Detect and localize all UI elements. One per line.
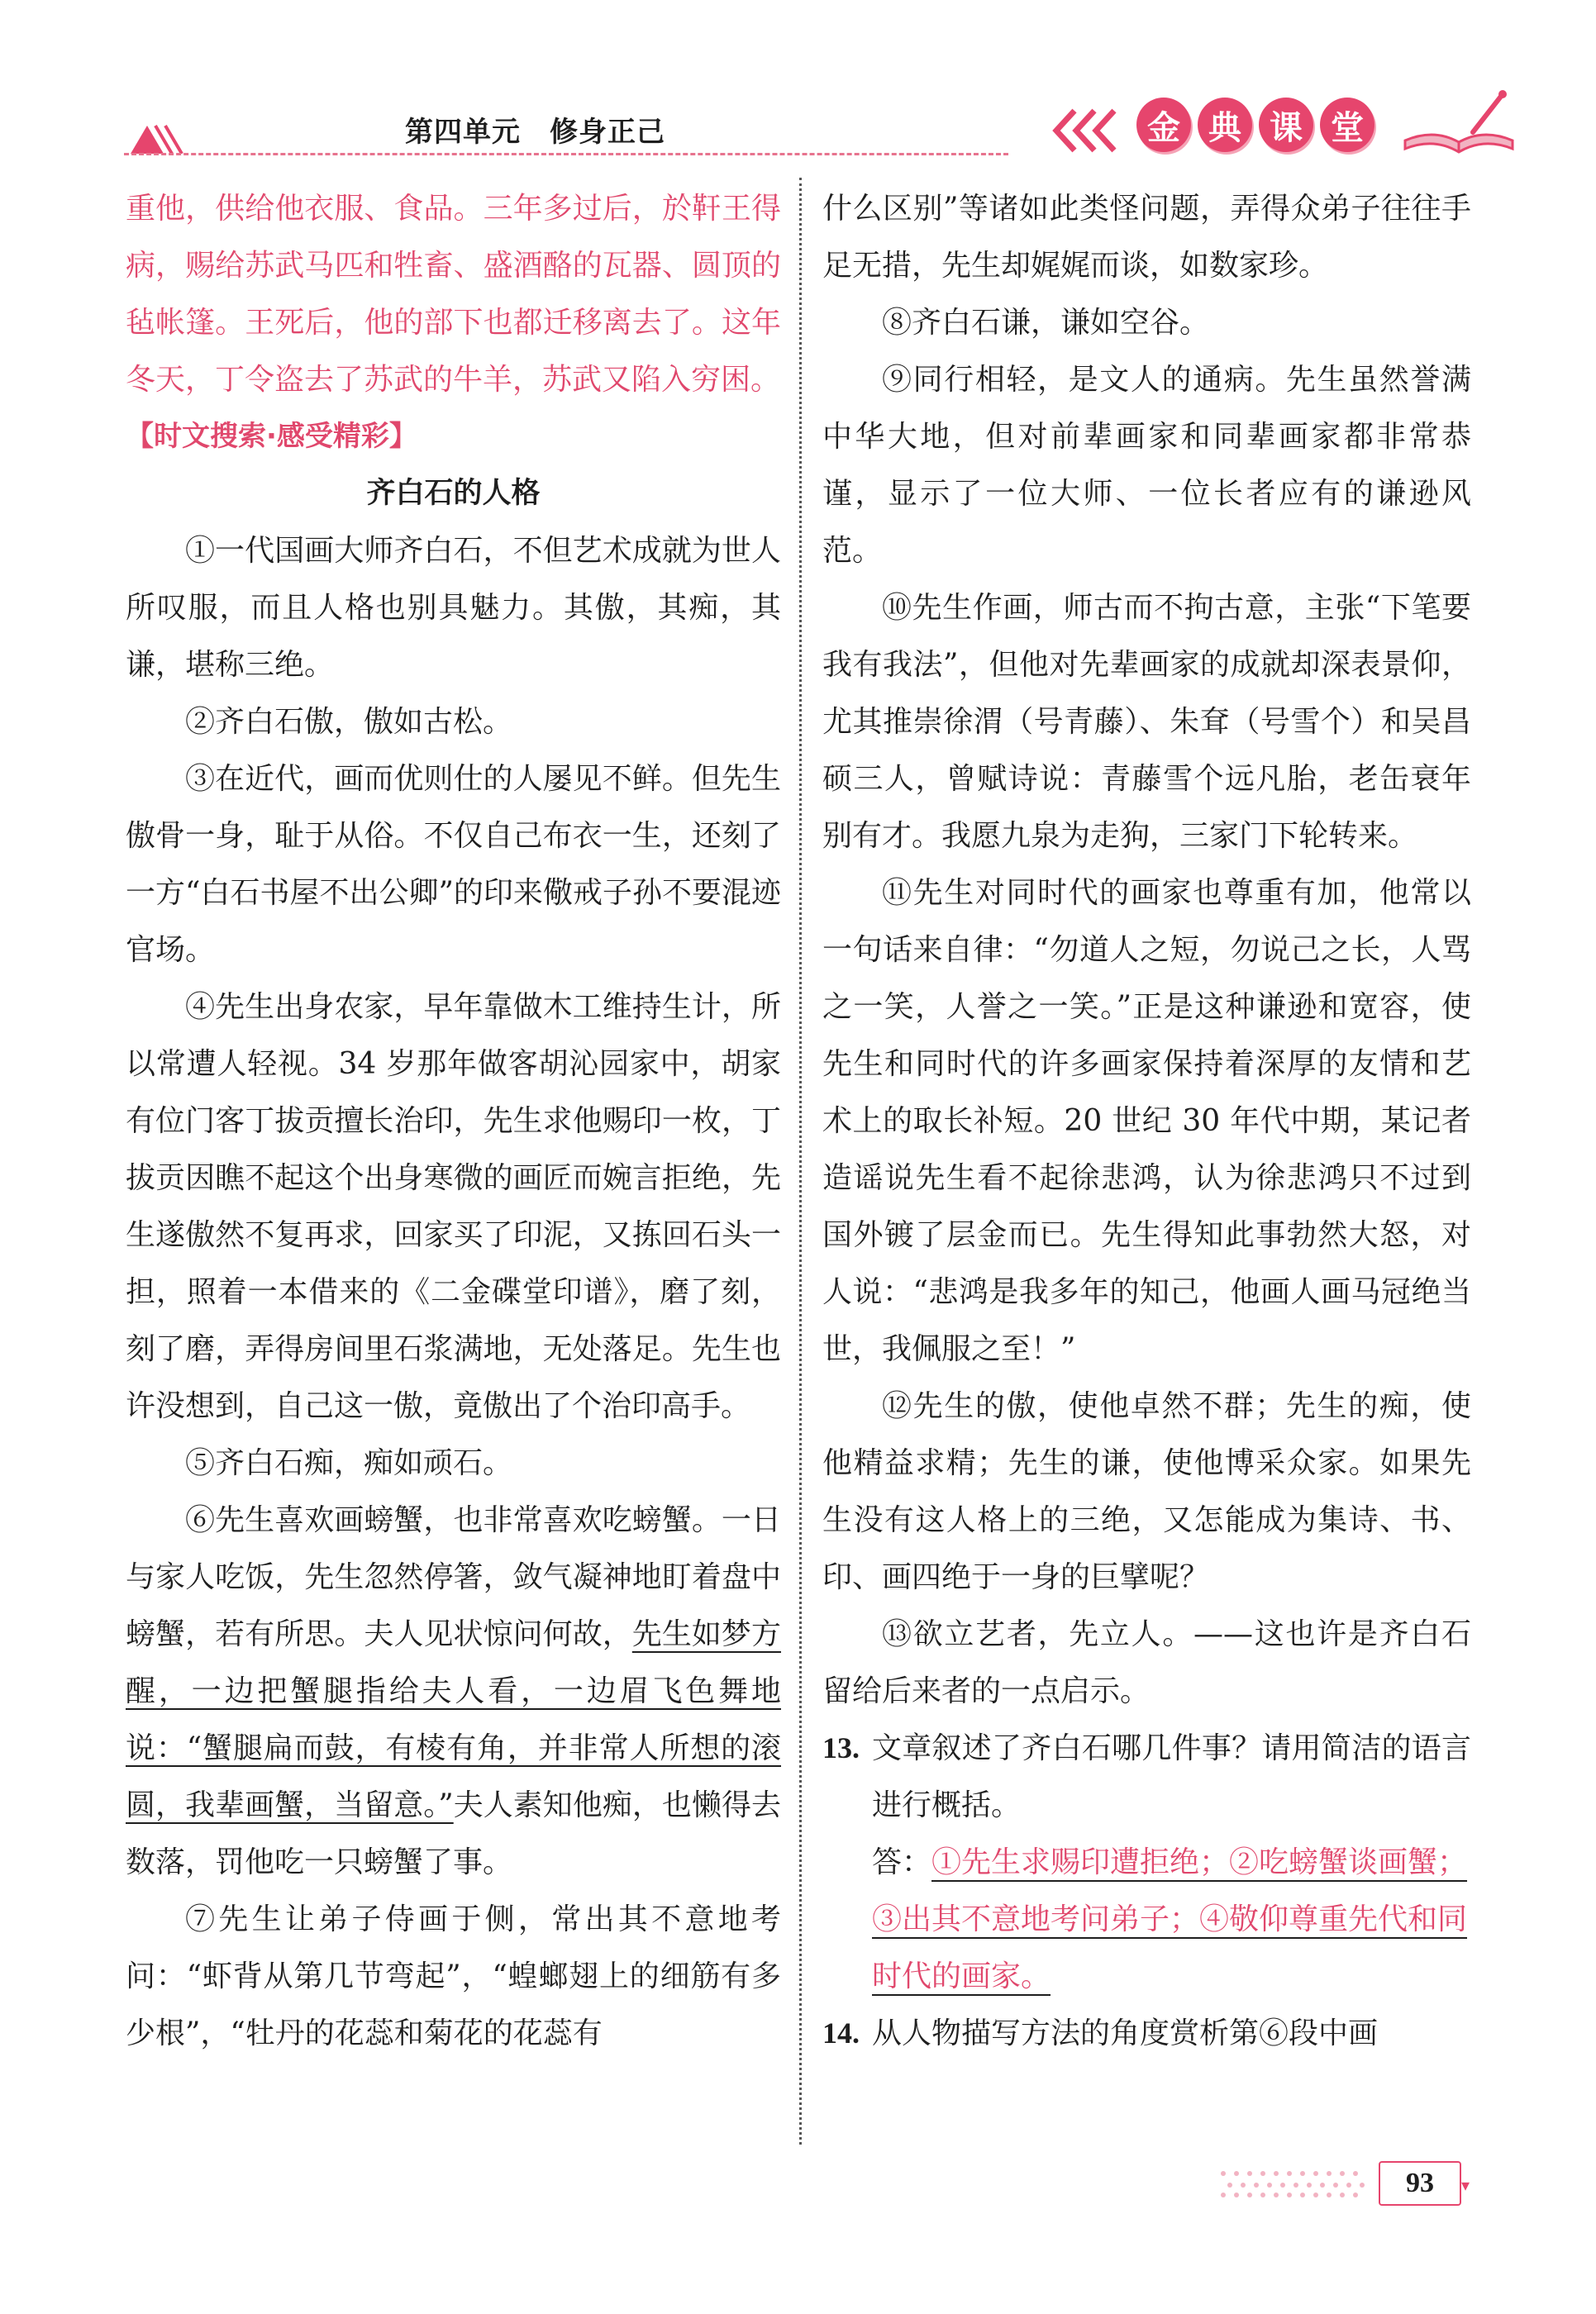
paragraph-3: ③在近代，画而优则仕的人屡见不鲜。但先生傲骨一身，耻于从俗。不仅自己布衣一生，还刻了一方“白石书屋不出公卿”的印来儆戒子孙不要混迹官场。 <box>126 762 781 967</box>
answer-13 <box>872 1834 1471 2005</box>
header-rule <box>124 153 1008 155</box>
question-13 <box>822 1720 1471 1834</box>
paragraph-12: ⑫先生的傲，使他卓然不群；先生的痴，使他精益求精；先生的谦，使他博采众家。如果先生没有这人格上的三绝，又怎能成为集诗、书、印、画四绝于一身的巨擘呢？ <box>822 1389 1471 1594</box>
chevron-left-icon <box>1050 106 1129 155</box>
paragraph-11: ⑪先生对同时代的画家也尊重有加，他常以一句话来自律：“勿道人之短，勿说己之长，人骂之一笑，人誉之一笑。”正是这种谦逊和宽容，使先生和同时代的许多画家保持着深厚的友情和艺术上的取长补短。20 世纪 30 年代中期，某记者造谣说先生看不起徐悲鸿，认为徐悲鸿只不过到国外镀了层金而已。先生得知此事勃然大怒，对人说：“悲鸿是我多年的知己，他画人画马冠绝当世，我佩服之至！” <box>822 876 1471 1366</box>
unit-title: 第四单元 修身正己 <box>405 116 665 149</box>
paragraph-4: ④先生出身农家，早年靠做木工维持生计，所以常遭人轻视。34 岁那年做客胡沁园家中，胡家有位门客丁拔贡擅长治印，先生求他赐印一枚，丁拔贡因瞧不起这个出身寒微的画匠而婉言拒绝，先生遂傲然不复再求，回家买了印泥，又拣回石头一担，照着一本借来的《二金碟堂印谱》，磨了刻，刻了磨，弄得房间里石浆满地，无处落足。先生也许没想到，自己这一傲，竟傲出了个治印高手。 <box>126 990 781 1423</box>
paragraph-10: ⑩先生作画，师古而不拘古意，主张“下笔要我有我法”，但他对先辈画家的成就却深表景仰，尤其推崇徐渭（号青藤）、朱耷（号雪个）和吴昌硕三人，曾赋诗说：青藤雪个远凡胎，老缶衰年别有才。我愿九泉为走狗，三家门下轮转来。 <box>822 591 1471 853</box>
brand-char: 堂 <box>1320 98 1374 152</box>
answer-text: ①先生求赐印遭拒绝；②吃螃蟹谈画蟹；③出其不意地考问弟子；④敬仰尊重先代和同时代的画家。 <box>872 1845 1468 1993</box>
paragraph-6-start: ⑥先生喜欢画螃蟹，也非常喜欢吃螃蟹。一日与家人吃饭，先生忽然停箸，敛气凝神地盯着盘中螃蟹，若有所思。夫人见状惊问何故， <box>126 1503 781 1651</box>
page-number: 93 <box>1379 2161 1461 2206</box>
book-pen-icon <box>1397 83 1521 165</box>
paragraph-7: ⑦先生让弟子侍画于侧，常出其不意地考问：“虾背从第几节弯起”，“蝗螂翅上的细筋有多少根”，“牡丹的花蕊和菊花的花蕊有 <box>126 1902 781 2050</box>
paragraph-6 <box>126 1492 781 1891</box>
paragraph-5: ⑤齐白石痴，痴如顽石。 <box>185 1446 513 1480</box>
question-text: 文章叙述了齐白石哪几件事？请用简洁的语言进行概括。 <box>872 1731 1471 1822</box>
question-text: 从人物描写方法的角度赏析第⑥段中画 <box>872 2016 1379 2050</box>
column-divider <box>799 178 802 2145</box>
paragraph-2: ②齐白石傲，傲如古松。 <box>185 705 513 739</box>
paragraph-8: ⑧齐白石谦，谦如空谷。 <box>882 306 1210 340</box>
translation-text: 重他，供给他衣服、食品。三年多过后，於靬王得病，赐给苏武马匹和牲畜、盛酒酪的瓦器、圆顶的毡帐篷。王死后，他的部下也都迁移离去了。这年冬天，丁令盗去了苏武的牛羊，苏武又陷入穷困。 <box>126 192 781 397</box>
brand-char: 金 <box>1136 98 1191 152</box>
arrow-down-icon: ▾ <box>1461 2175 1470 2195</box>
right-column <box>822 180 1471 2062</box>
paragraph-6-end: 夫人素知他痴，也懒得去数落，罚他吃一只螃蟹了事。 <box>126 1788 781 1879</box>
triangle-ornament-icon <box>131 124 188 154</box>
underlined-passage: 先生如梦方醒，一边把蟹腿指给夫人看，一边眉飞色舞地说：“蟹腿扁而鼓，有棱有角，并非常人所想的滚圆，我辈画蟹，当留意。” <box>126 1617 781 1822</box>
question-number: 14. <box>822 2016 860 2050</box>
brand-logo <box>1136 98 1374 152</box>
brand-char: 典 <box>1198 98 1252 152</box>
paragraph-7-continued: 什么区别”等诸如此类怪问题，弄得众弟子往往手足无措，先生却娓娓而谈，如数家珍。 <box>822 192 1471 283</box>
paragraph-1: ①一代国画大师齐白石，不但艺术成就为世人所叹服，而且人格也别具魅力。其傲，其痴，其谦，堪称三绝。 <box>126 534 781 682</box>
section-tag: 【时文搜索·感受精彩】 <box>126 420 417 453</box>
question-number: 13. <box>822 1731 860 1764</box>
question-14 <box>822 2005 1471 2062</box>
left-column <box>126 180 781 2062</box>
page-header <box>0 0 1596 174</box>
paragraph-13: ⑬欲立艺者，先立人。——这也许是齐白石留给后来者的一点启示。 <box>822 1617 1471 1708</box>
answer-label: 答： <box>872 1845 932 1879</box>
article-title: 齐白石的人格 <box>366 477 541 510</box>
brand-char: 课 <box>1259 98 1313 152</box>
decorative-dots <box>1215 2165 1372 2198</box>
paragraph-9: ⑨同行相轻，是文人的通病。先生虽然誉满中华大地，但对前辈画家和同辈画家都非常恭谨，显示了一位大师、一位长者应有的谦逊风范。 <box>822 363 1471 568</box>
